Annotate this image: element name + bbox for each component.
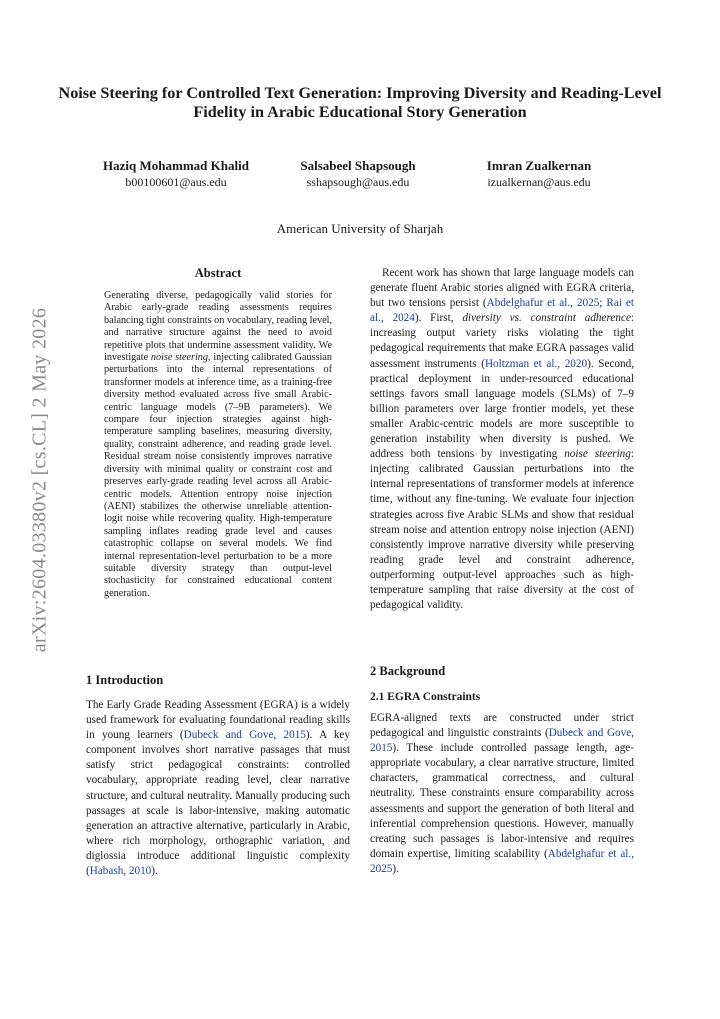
intro-paragraph-continued: Recent work has shown that large language models can generate fluent Arabic stories aligned with EGRA criteria, but two tensions persist (Abdelghafur et al., 2025; Rai et al., 2024). First, diversity vs. constraint adherence: increasing output variety risks violating the tight pedagogical requirements that make EGRA passages valid assessment instruments (Holtzman et al., 2020). Second, practical deployment in under-resourced educational settings favors small language models (SLMs) of 7–9 billion parameters over large frontier models, yet these smaller Arabic-centric models are more susceptible to generation instability when diversity is pushed. We address both tensions by investigating noise steering: injecting calibrated Gaussian perturbations into the internal representations of transformer models at inference time, without any fine-tuning. We evaluate four injection strategies across five Arabic SLMs and show that residual stream noise and attention entropy noise injection (AENI) consistently improve narrative diversity while preserving reading grade level and constraint adherence, outperforming output-level approaches such as high-temperature sampling that raise diversity at the cost of pedagogical validity. — [370, 267, 635, 612]
citation-link[interactable]: Dubeck and Gove, 2015 — [183, 729, 306, 742]
section-heading: 2 Background — [370, 664, 446, 678]
author-3 — [429, 158, 649, 190]
citation-link[interactable]: Dubeck and Gove, 2015 — [370, 727, 634, 755]
background-section — [370, 664, 634, 877]
introduction-section — [86, 673, 350, 879]
subsection-heading: 2.1 EGRA Constraints — [370, 691, 481, 703]
emphasis: noise steering — [564, 448, 631, 461]
author-email[interactable]: sshapsough@aus.edu — [306, 175, 410, 189]
citation-link[interactable]: Abdelghafur et al., 2025 — [486, 297, 600, 310]
affiliation: American University of Sharjah — [276, 221, 444, 236]
abstract-heading: Abstract — [194, 266, 242, 280]
citation-link[interactable]: Holtzman et al., 2020 — [484, 357, 588, 370]
emphasis: diversity vs. constraint adherence — [462, 312, 631, 325]
arxiv-identifier: arXiv:2604.03380v2 [cs.CL] 2 May 2026 — [28, 307, 51, 653]
intro-paragraph: The Early Grade Reading Assessment (EGRA) is a widely used framework for evaluating foundational reading skills in young learners (Dubeck and Gove, 2015). A key component involves short narrative passages that must satisfy strict pedagogical constraints: controlled vocabulary, appropriate reading level, clear narrative structure, and cultural neutrality. Manually producing such passages at scale is labor-intensive, making automatic generation an attractive alternative, particularly in Arabic, where rich morphology, orthographic variation, and diglossia introduce additional linguistic complexity (Habash, 2010). — [86, 699, 350, 878]
paper-title: Noise Steering for Controlled Text Generation: Improving Diversity and Reading-Level Fidelity in Arabic Educational Story Generation — [58, 84, 662, 121]
author-email[interactable]: izualkernan@aus.edu — [487, 175, 591, 189]
author-name: Imran Zualkernan — [486, 158, 592, 173]
emphasis: noise steering — [150, 352, 208, 364]
citation-link[interactable]: Abdelghafur et al., 2025 — [370, 847, 634, 875]
section-heading: 1 Introduction — [86, 673, 164, 687]
citation-link[interactable]: Habash, 2010 — [89, 865, 152, 878]
citation-link[interactable]: Rai et al., 2024 — [370, 297, 635, 325]
author-name: Salsabeel Shapsough — [300, 158, 416, 173]
abstract-body: Generating diverse, pedagogically valid stories for Arabic early-grade reading assessments requires balancing tight constraints on vocabulary, reading level, and narrative structure against the need to avoid repetitive plots that undermine assessment validity. We investigate noise steering, injecting calibrated Gaussian perturbations into the internal representations of transformer models at inference time, as a training-free diversity method evaluated across five small Arabic-centric language models (7–9B parameters). We compare four injection strategies against high-temperature sampling baselines, measuring diversity, quality, constraint adherence, and reading grade level. Residual stream noise consistently improves narrative diversity with minimal quality or constraint cost and preserves early-grade reading level across all Arabic-centric models. Attention entropy noise injection (AENI) stabilizes the otherwise unreliable attention-logit noise while recovering quality. High-temperature sampling inflates reading grade level and causes catastrophic collapse on several models. We find internal representation-level perturbation to be a more suitable diversity strategy than output-level stochasticity for constrained educational content generation. — [104, 290, 332, 599]
author-email[interactable]: b00100601@aus.edu — [125, 175, 227, 189]
background-paragraph: EGRA-aligned texts are constructed under strict pedagogical and linguistic constraints (Dubeck and Gove, 2015). These include controlled passage length, age-appropriate vocabulary, a clear narrative structure, limited characters, grammatical correctness, and cultural neutrality. These constraints ensure comparability across assessments and support the generation of both literal and inferential comprehension questions. However, manually creating such passages is labor-intensive and requires domain expertise, limiting scalability (Abdelghafur et al., 2025). — [370, 712, 634, 875]
author-name: Haziq Mohammad Khalid — [103, 158, 249, 173]
